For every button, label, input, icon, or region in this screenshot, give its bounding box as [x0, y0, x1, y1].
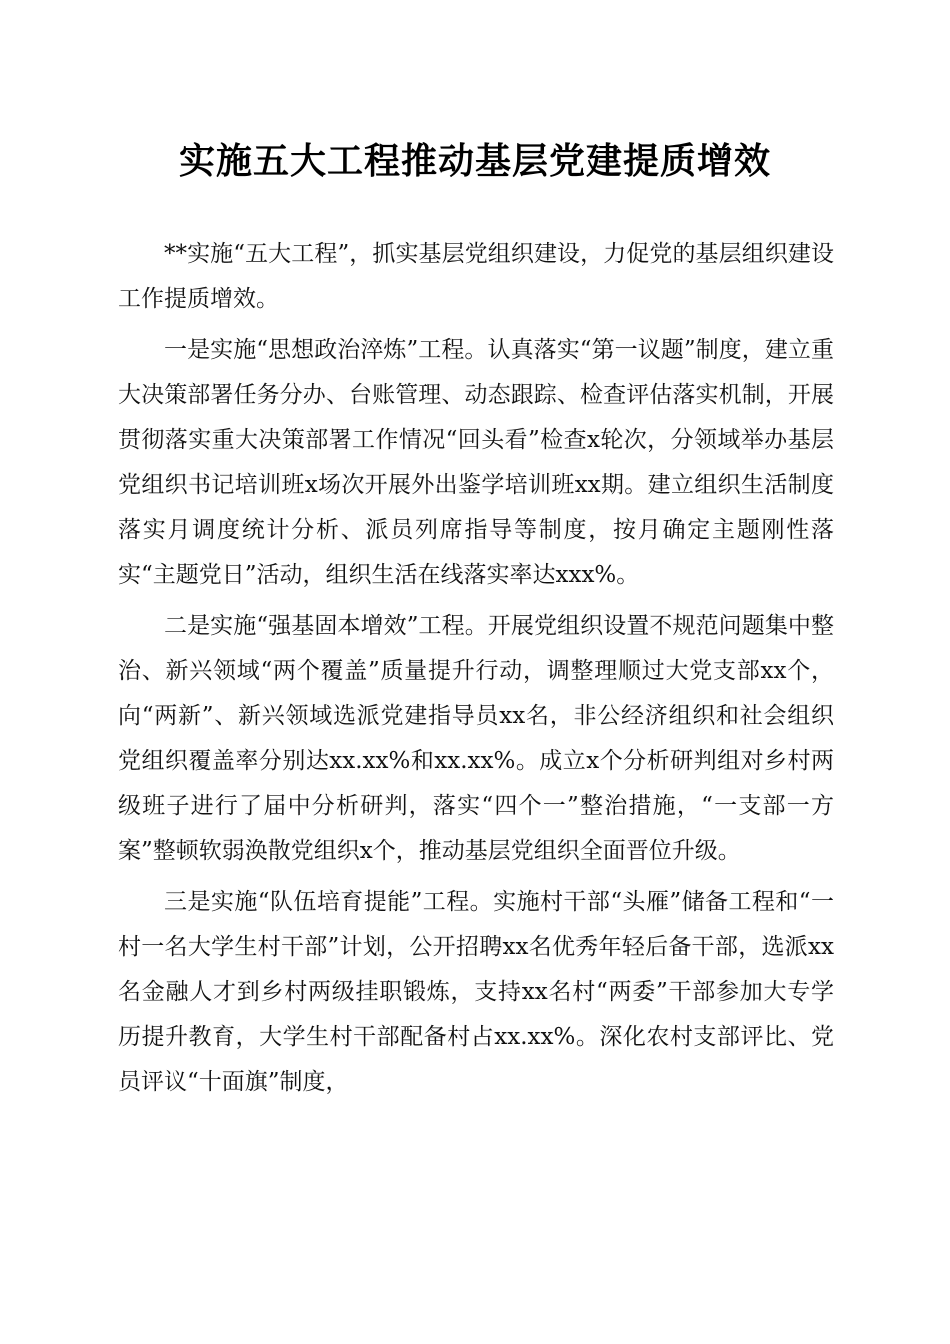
paragraph-text: 开展党组织设置不规范问题集中整治、新兴领域“两个覆盖”质量提升行动，调整理顺过大党支部xx个，向“两新”、新兴领域选派党建指导员xx名，非公经济组织和社会组织党组织覆盖率分别达xx.xx%和xx.xx%。成立x个分析研判组对乡村两级班子进行了届中分析研判，落实“四个一”整治措施，“一支部一方案”整顿软弱涣散党组织x个，推动基层党组织全面晋位升级。: [118, 613, 834, 864]
section-paragraph-1: [118, 328, 834, 598]
section-paragraph-3: [118, 880, 834, 1105]
paragraph-lead: 三是实施“队伍培育提能”工程。: [164, 889, 494, 915]
section-paragraph-2: [118, 604, 834, 874]
intro-paragraph: [118, 232, 834, 322]
paragraph-text: **实施“五大工程”，抓实基层党组织建设，力促党的基层组织建设工作提质增效。: [118, 241, 834, 312]
document-body: [118, 232, 834, 1105]
paragraph-lead: 一是实施“思想政治淬炼”工程。: [164, 337, 488, 363]
paragraph-text: 认真落实“第一议题”制度，建立重大决策部署任务分办、台账管理、动态跟踪、检查评估落实机制，开展贯彻落实重大决策部署工作情况“回头看”检查x轮次，分领域举办基层党组织书记培训班x场次开展外出鉴学培训班xx期。建立组织生活制度落实月调度统计分析、派员列席指导等制度，按月确定主题刚性落实“主题党日”活动，组织生活在线落实率达xxx%。: [118, 337, 834, 588]
paragraph-lead: 二是实施“强基固本增效”工程。: [164, 613, 488, 639]
document-title: 实施五大工程推动基层党建提质增效: [178, 140, 771, 182]
paragraph-text: 实施村干部“头雁”储备工程和“一村一名大学生村干部”计划，公开招聘xx名优秀年轻后备干部，选派xx名金融人才到乡村两级挂职锻炼，支持xx名村“两委”干部参加大专学历提升教育，大学生村干部配备村占xx.xx%。深化农村支部评比、党员评议“十面旗”制度，: [118, 889, 834, 1095]
